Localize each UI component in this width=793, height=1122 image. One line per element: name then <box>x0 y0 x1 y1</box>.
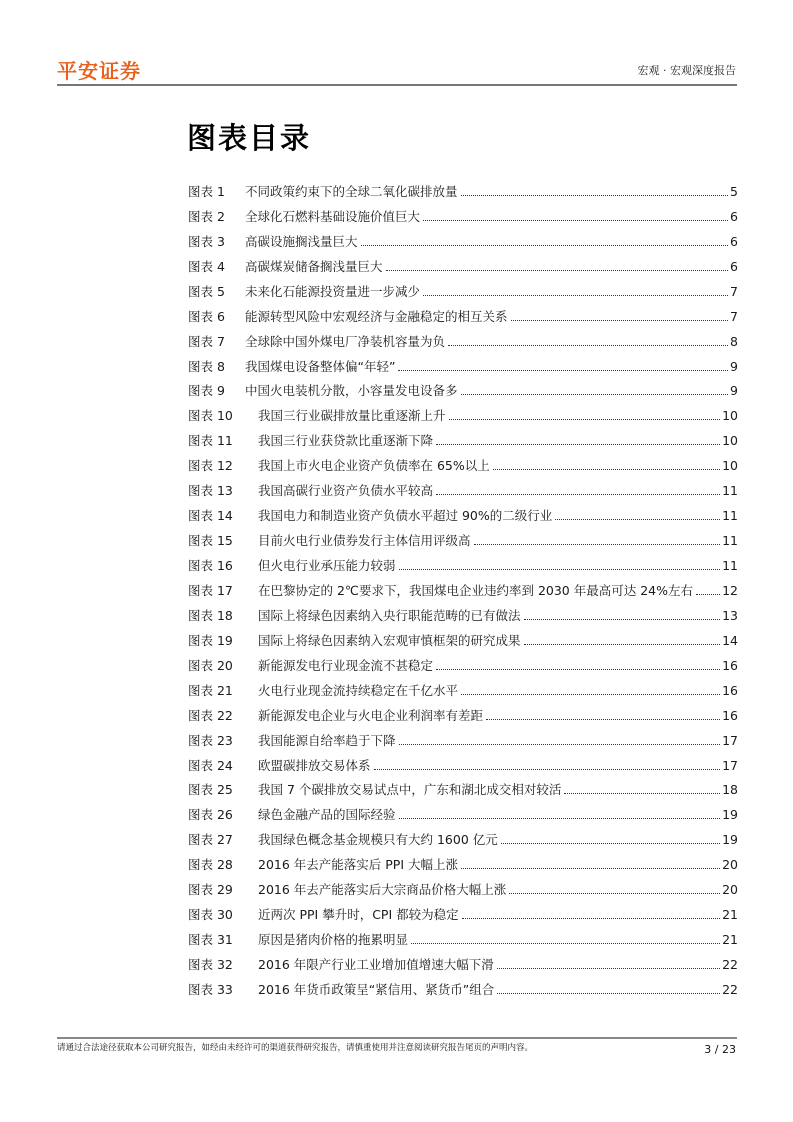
dot-leader <box>461 868 720 869</box>
toc-figure-label: 图表 9 <box>188 383 225 399</box>
toc-figure-title: 目前火电行业债券发行主体信用评级高 <box>258 533 471 549</box>
dot-leader <box>461 195 729 196</box>
toc-figure-title: 原因是猪肉价格的拖累明显 <box>258 932 409 948</box>
toc-figure-label: 图表 1 <box>188 183 225 199</box>
toc-page-number: 8 <box>730 333 738 349</box>
toc-page-number: 11 <box>722 558 738 573</box>
toc-page-number: 5 <box>730 183 738 199</box>
dot-leader <box>511 320 729 321</box>
toc-figure-title: 2016 年限产行业工业增加值增速大幅下滑 <box>258 957 494 972</box>
dot-leader <box>564 793 720 794</box>
toc-entry[interactable] <box>188 375 738 400</box>
dot-leader <box>696 594 720 595</box>
toc-figure-title: 我国高碳行业资产负债水平较高 <box>258 483 434 499</box>
toc-figure-title: 能源转型风险中宏观经济与金融稳定的相互关系 <box>245 308 508 324</box>
toc-figure-title: 全球除中国外煤电厂净装机容量为负 <box>245 333 446 349</box>
toc-entry[interactable] <box>188 699 738 724</box>
toc-figure-title: 不同政策约束下的全球二氧化碳排放量 <box>245 183 458 199</box>
toc-entry[interactable] <box>188 624 738 649</box>
toc-figure-title: 高碳煤炭储备搁浅量巨大 <box>245 258 383 274</box>
toc-entry[interactable] <box>188 973 738 998</box>
toc-figure-label: 图表 19 <box>188 632 233 648</box>
toc-page-number: 11 <box>722 483 738 499</box>
dot-leader <box>399 744 721 745</box>
dot-leader <box>436 669 720 670</box>
toc-entry[interactable] <box>188 674 738 699</box>
company-logo: 平安证券 <box>57 59 141 83</box>
toc-entry[interactable] <box>188 350 738 375</box>
dot-leader <box>399 818 721 819</box>
toc-entry[interactable] <box>188 774 738 799</box>
dot-leader <box>555 519 720 520</box>
toc-figure-label: 图表 3 <box>188 233 225 249</box>
toc-figure-label: 图表 33 <box>188 981 233 997</box>
dot-leader <box>423 220 728 221</box>
toc-entry[interactable] <box>188 923 738 948</box>
toc-figure-title: 新能源发电企业与火电企业利润率有差距 <box>258 707 484 723</box>
toc-figure-title: 我国三行业碳排放量比重逐渐上升 <box>258 408 446 424</box>
toc-figure-label: 图表 31 <box>188 932 233 948</box>
toc-page-number: 10 <box>722 458 738 474</box>
toc-entry[interactable] <box>188 300 738 325</box>
dot-leader <box>501 843 720 844</box>
toc-page-number: 19 <box>722 807 738 823</box>
dot-leader <box>493 469 720 470</box>
toc-figure-title: 高碳设施搁浅量巨大 <box>245 233 358 249</box>
toc-figure-title: 全球化石燃料基础设施价值巨大 <box>245 208 421 224</box>
toc-figure-label: 图表 14 <box>188 508 233 524</box>
toc-entry[interactable] <box>188 275 738 300</box>
toc-page-number: 11 <box>722 533 738 549</box>
page-title: 图表目录 <box>187 121 312 155</box>
toc-figure-label: 图表 25 <box>188 782 233 798</box>
toc-figure-label: 图表 5 <box>188 283 225 299</box>
toc-entry[interactable] <box>188 798 738 823</box>
dot-leader <box>436 444 720 445</box>
toc-entry[interactable] <box>188 200 738 225</box>
toc-figure-label: 图表 30 <box>188 907 233 923</box>
toc-figure-title: 国际上将绿色因素纳入央行职能范畴的已有做法 <box>258 607 521 623</box>
toc-figure-title: 我国能源自给率趋于下降 <box>258 732 396 748</box>
dot-leader <box>486 719 720 720</box>
toc-entry[interactable] <box>188 449 738 474</box>
toc-entry[interactable] <box>188 599 738 624</box>
toc-figure-label: 图表 10 <box>188 408 233 424</box>
toc-page-number: 6 <box>730 233 738 249</box>
toc-page-number: 6 <box>730 258 738 274</box>
toc-figure-label: 图表 21 <box>188 682 233 698</box>
toc-figure-label: 图表 24 <box>188 757 233 773</box>
toc-page-number: 14 <box>722 632 738 648</box>
toc-entry[interactable] <box>188 250 738 275</box>
toc-figure-title: 在巴黎协定的 2℃要求下，我国煤电企业违约率到 2030 年最高可达 24%左右 <box>258 582 693 598</box>
toc-figure-label: 图表 4 <box>188 258 225 274</box>
toc-entry[interactable] <box>188 898 738 923</box>
toc-entry[interactable] <box>188 823 738 848</box>
toc-figure-title: 我国三行业获贷款比重逐渐下降 <box>258 433 434 449</box>
dot-leader <box>524 619 721 620</box>
dot-leader <box>374 769 721 770</box>
table-of-figures <box>188 175 738 998</box>
toc-figure-title: 火电行业现金流持续稳定在千亿水平 <box>258 682 459 698</box>
toc-figure-label: 图表 28 <box>188 857 233 873</box>
dot-leader <box>461 694 720 695</box>
toc-figure-title: 我国绿色概念基金规模只有大约 1600 亿元 <box>258 832 498 848</box>
toc-entry[interactable] <box>188 574 738 599</box>
dot-leader <box>524 644 721 645</box>
toc-page-number: 10 <box>722 408 738 424</box>
toc-entry[interactable] <box>188 399 738 424</box>
report-category: 宏观 · 宏观深度报告 <box>637 64 736 77</box>
toc-figure-title: 2016 年去产能落实后 PPI 大幅上涨 <box>258 857 458 873</box>
dot-leader <box>509 893 720 894</box>
toc-figure-label: 图表 18 <box>188 607 233 623</box>
toc-page-number: 16 <box>722 682 738 698</box>
toc-figure-title: 近两次 PPI 攀升时，CPI 都较为稳定 <box>258 907 459 923</box>
toc-page-number: 16 <box>722 657 738 673</box>
toc-figure-title: 国际上将绿色因素纳入宏观审慎框架的研究成果 <box>258 632 521 648</box>
toc-entry[interactable] <box>188 873 738 898</box>
dot-leader <box>423 295 728 296</box>
toc-figure-label: 图表 15 <box>188 533 233 549</box>
dot-leader <box>448 345 728 346</box>
dot-leader <box>361 245 729 246</box>
toc-figure-title: 我国电力和制造业资产负债水平超过 90%的二级行业 <box>258 508 553 524</box>
toc-page-number: 22 <box>722 957 738 972</box>
toc-figure-label: 图表 20 <box>188 657 233 673</box>
toc-entry[interactable] <box>188 175 738 200</box>
dot-leader <box>474 544 721 545</box>
toc-page-number: 9 <box>730 383 738 399</box>
toc-page-number: 11 <box>722 508 738 524</box>
toc-entry[interactable] <box>188 424 738 449</box>
toc-page-number: 9 <box>730 358 738 374</box>
toc-page-number: 13 <box>722 607 738 623</box>
toc-figure-label: 图表 26 <box>188 807 233 823</box>
toc-page-number: 21 <box>722 932 738 948</box>
toc-figure-label: 图表 12 <box>188 458 233 474</box>
toc-page-number: 17 <box>722 757 738 773</box>
dot-leader <box>497 993 720 994</box>
toc-figure-label: 图表 11 <box>188 433 233 449</box>
toc-figure-label: 图表 7 <box>188 333 225 349</box>
toc-figure-label: 图表 13 <box>188 483 233 499</box>
toc-entry[interactable] <box>188 848 738 873</box>
toc-page-number: 10 <box>722 433 738 449</box>
dot-leader <box>398 370 728 371</box>
toc-page-number: 17 <box>722 732 738 748</box>
toc-figure-label: 图表 2 <box>188 208 225 224</box>
page-number: 3 / 23 <box>704 1043 736 1056</box>
toc-figure-title: 2016 年去产能落实后大宗商品价格大幅上涨 <box>258 882 507 898</box>
dot-leader <box>411 943 720 944</box>
dot-leader <box>386 270 729 271</box>
toc-entry[interactable] <box>188 549 738 574</box>
toc-page-number: 20 <box>722 857 738 873</box>
dot-leader <box>399 569 721 570</box>
toc-figure-title: 但火电行业承压能力较弱 <box>258 558 396 573</box>
dot-leader <box>462 918 720 919</box>
header-divider <box>57 84 737 86</box>
toc-figure-label: 图表 17 <box>188 582 233 598</box>
toc-figure-title: 未来化石能源投资量进一步减少 <box>245 283 421 299</box>
toc-figure-title: 2016 年货币政策呈“紧信用、紧货币”组合 <box>258 981 495 997</box>
toc-page-number: 22 <box>722 981 738 997</box>
toc-page-number: 18 <box>722 782 738 798</box>
toc-entry[interactable] <box>188 499 738 524</box>
toc-figure-label: 图表 32 <box>188 957 233 972</box>
toc-figure-title: 中国火电装机分散，小容量发电设备多 <box>245 383 458 399</box>
dot-leader <box>449 419 721 420</box>
dot-leader <box>436 494 720 495</box>
toc-entry[interactable] <box>188 524 738 549</box>
toc-entry[interactable] <box>188 225 738 250</box>
toc-entry[interactable] <box>188 948 738 973</box>
toc-page-number: 7 <box>730 283 738 299</box>
toc-entry[interactable] <box>188 724 738 749</box>
footer-disclaimer: 请通过合法途径获取本公司研究报告，如经由未经许可的渠道获得研究报告，请慎重使用并注意阅读研究报告尾页的声明内容。 <box>57 1043 534 1053</box>
toc-page-number: 12 <box>722 582 738 598</box>
toc-page-number: 16 <box>722 707 738 723</box>
toc-figure-title: 绿色金融产品的国际经验 <box>258 807 396 823</box>
footer-divider <box>57 1037 737 1039</box>
toc-figure-label: 图表 23 <box>188 732 233 748</box>
toc-figure-title: 欧盟碳排放交易体系 <box>258 757 371 773</box>
toc-page-number: 7 <box>730 308 738 324</box>
toc-figure-label: 图表 29 <box>188 882 233 898</box>
toc-figure-label: 图表 6 <box>188 308 225 324</box>
toc-figure-label: 图表 16 <box>188 558 233 573</box>
toc-figure-title: 我国上市火电企业资产负债率在 65%以上 <box>258 458 490 474</box>
toc-page-number: 21 <box>722 907 738 923</box>
dot-leader <box>497 968 720 969</box>
toc-figure-label: 图表 22 <box>188 707 233 723</box>
toc-page-number: 19 <box>722 832 738 848</box>
toc-entry[interactable] <box>188 325 738 350</box>
toc-figure-title: 我国煤电设备整体偏“年轻” <box>245 358 396 374</box>
toc-entry[interactable] <box>188 474 738 499</box>
toc-page-number: 20 <box>722 882 738 898</box>
toc-entry[interactable] <box>188 749 738 774</box>
dot-leader <box>461 394 729 395</box>
toc-figure-title: 我国 7 个碳排放交易试点中，广东和湖北成交相对较活 <box>258 782 562 798</box>
toc-figure-label: 图表 27 <box>188 832 233 848</box>
toc-entry[interactable] <box>188 649 738 674</box>
toc-page-number: 6 <box>730 208 738 224</box>
toc-figure-title: 新能源发电行业现金流不甚稳定 <box>258 657 434 673</box>
toc-figure-label: 图表 8 <box>188 358 225 374</box>
